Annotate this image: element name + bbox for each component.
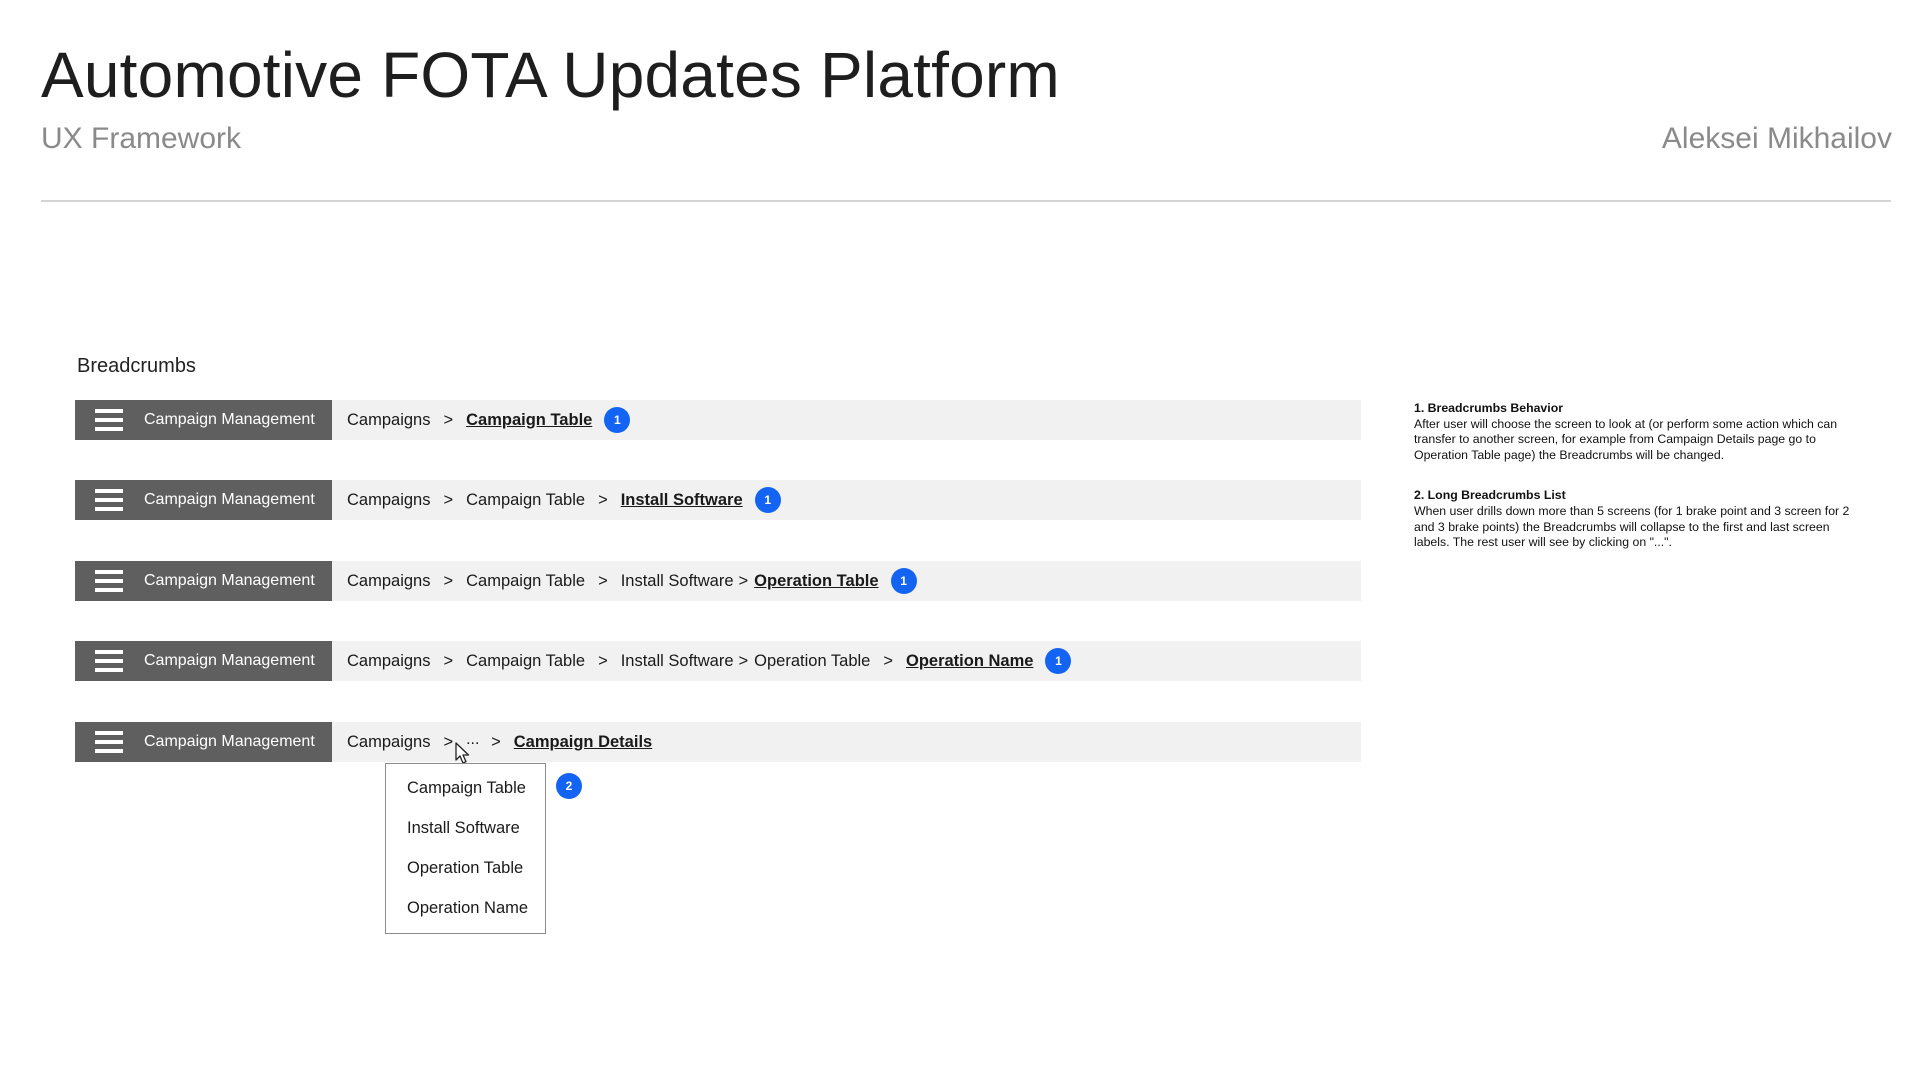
- breadcrumb-bar-collapsed: [75, 722, 1361, 762]
- breadcrumb-current-campaign-details: Campaign Details: [513, 732, 653, 751]
- note-body: When user drills down more than 5 screens (for 1 brake point and 3 screen for 2 and 3 brake points) the Breadcrumbs will collapse to the first and last screen labels. The rest user will see by clicking on "...".: [1414, 503, 1850, 550]
- breadcrumb-bar: [75, 480, 1361, 520]
- breadcrumb-separator: >: [491, 732, 501, 751]
- collapsed-breadcrumbs-dropdown: [385, 763, 546, 934]
- menu-button-label: Campaign Management: [144, 491, 315, 508]
- breadcrumb-item-campaign-table[interactable]: Campaign Table: [466, 651, 586, 670]
- breadcrumb-ellipsis-button[interactable]: ...: [466, 731, 480, 748]
- campaign-management-menu-button[interactable]: [75, 561, 332, 601]
- dropdown-item-operation-name[interactable]: Operation Name: [407, 899, 529, 917]
- breadcrumb: [347, 480, 781, 520]
- breadcrumb-item-campaigns[interactable]: Campaigns: [347, 651, 431, 670]
- menu-button-label: Campaign Management: [144, 733, 315, 750]
- breadcrumb-item-install-software[interactable]: Install Software: [620, 571, 734, 590]
- dropdown-item-operation-table[interactable]: Operation Table: [407, 859, 524, 877]
- dropdown-item-campaign-table[interactable]: Campaign Table: [407, 779, 526, 797]
- breadcrumb-separator: >: [738, 651, 749, 670]
- breadcrumb-bar: [75, 641, 1361, 681]
- breadcrumb-item-campaigns[interactable]: Campaigns: [347, 571, 431, 590]
- breadcrumb-item-campaigns[interactable]: Campaigns: [347, 410, 431, 429]
- breadcrumb-separator: >: [443, 490, 454, 509]
- breadcrumb: [347, 722, 652, 762]
- breadcrumb-item-campaigns[interactable]: Campaigns: [347, 732, 431, 751]
- annotation-badge: 2: [556, 773, 582, 799]
- breadcrumb-item-operation-table[interactable]: Operation Table: [754, 651, 871, 670]
- hamburger-menu-icon[interactable]: [95, 489, 123, 512]
- hamburger-menu-icon[interactable]: [95, 409, 123, 432]
- breadcrumb-separator: >: [738, 571, 749, 590]
- breadcrumb-separator: >: [443, 732, 454, 751]
- breadcrumb-separator: >: [443, 410, 454, 429]
- menu-button-label: Campaign Management: [144, 411, 315, 428]
- breadcrumb-separator: >: [598, 571, 608, 590]
- note-title: 2. Long Breadcrumbs List: [1414, 488, 1566, 503]
- annotation-badge: 1: [755, 487, 781, 513]
- campaign-management-menu-button[interactable]: [75, 641, 332, 681]
- breadcrumb-separator: >: [598, 490, 608, 509]
- breadcrumb-item-install-software[interactable]: Install Software: [620, 651, 734, 670]
- page-title: Automotive FOTA Updates Platform: [41, 39, 1060, 111]
- breadcrumb: [347, 561, 917, 601]
- note-body: After user will choose the screen to look at (or perform some action which can transfer to another screen, for example from Campaign Details page go to Operation Table page) the Breadcrumbs will be changed.: [1414, 416, 1838, 462]
- note-breadcrumbs-behavior: [1414, 401, 1864, 463]
- hamburger-menu-icon[interactable]: [95, 570, 123, 593]
- breadcrumb-current-campaign-table: Campaign Table: [466, 410, 593, 429]
- breadcrumb-current-operation-table: Operation Table: [754, 571, 879, 590]
- campaign-management-menu-button[interactable]: [75, 480, 332, 520]
- breadcrumb-separator: >: [443, 651, 454, 670]
- breadcrumb: [347, 641, 1071, 681]
- hamburger-menu-icon[interactable]: [95, 731, 123, 754]
- annotation-notes: [1414, 401, 1864, 576]
- breadcrumb-item-campaign-table[interactable]: Campaign Table: [466, 571, 586, 590]
- annotation-badge: 1: [1045, 648, 1071, 674]
- annotation-badge: 1: [891, 568, 917, 594]
- note-long-breadcrumbs-list: [1414, 488, 1864, 550]
- author-name: Aleksei Mikhailov: [1661, 122, 1892, 155]
- breadcrumb-current-operation-name: Operation Name: [906, 651, 1034, 670]
- breadcrumb-bar: [75, 400, 1361, 440]
- breadcrumb-separator: >: [598, 651, 608, 670]
- campaign-management-menu-button[interactable]: [75, 400, 332, 440]
- breadcrumb-bar: [75, 561, 1361, 601]
- breadcrumb-item-campaign-table[interactable]: Campaign Table: [466, 490, 586, 509]
- page-subtitle: UX Framework: [41, 122, 242, 155]
- campaign-management-menu-button[interactable]: [75, 722, 332, 762]
- header-divider: [41, 200, 1891, 202]
- hamburger-menu-icon[interactable]: [95, 650, 123, 673]
- menu-button-label: Campaign Management: [144, 572, 315, 589]
- note-title: 1. Breadcrumbs Behavior: [1414, 401, 1563, 415]
- breadcrumb: [347, 400, 630, 440]
- dropdown-item-install-software[interactable]: Install Software: [407, 819, 520, 837]
- breadcrumb-current-install-software: Install Software: [620, 490, 743, 509]
- annotation-badge: 1: [604, 407, 630, 433]
- breadcrumb-item-campaigns[interactable]: Campaigns: [347, 490, 431, 509]
- menu-button-label: Campaign Management: [144, 652, 315, 669]
- section-label: Breadcrumbs: [77, 355, 196, 377]
- breadcrumb-separator: >: [883, 651, 893, 670]
- breadcrumb-separator: >: [443, 571, 454, 590]
